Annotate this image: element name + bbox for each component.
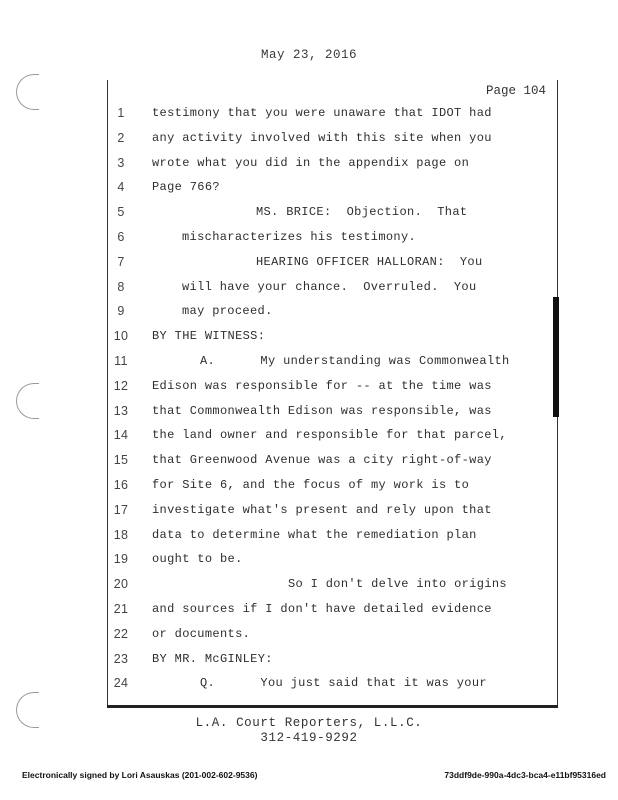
line-text: will have your chance. Overruled. You xyxy=(182,279,477,294)
line-text: Page 766? xyxy=(152,180,220,195)
line-text: ought to be. xyxy=(152,552,243,567)
line-number: 24 xyxy=(113,676,129,691)
transcript-line xyxy=(0,428,618,453)
date-header: May 23, 2016 xyxy=(260,48,357,62)
line-text: BY THE WITNESS: xyxy=(152,329,266,344)
transcript-line xyxy=(0,230,618,255)
transcript-line xyxy=(0,205,618,230)
line-text: So I don't delve into origins xyxy=(288,577,507,592)
line-number: 9 xyxy=(117,304,125,319)
line-text: data to determine what the remediation plan xyxy=(152,527,477,542)
line-number: 8 xyxy=(117,279,125,294)
line-text: wrote what you did in the appendix page on xyxy=(152,155,470,170)
line-text: or documents. xyxy=(152,626,251,641)
line-number: 16 xyxy=(113,478,129,492)
transcript-line xyxy=(0,652,618,677)
line-number: 21 xyxy=(113,602,129,616)
transcript-line xyxy=(0,354,618,379)
line-number: 3 xyxy=(117,155,125,170)
transcript-line xyxy=(0,106,618,131)
line-text: mischaracterizes his testimony. xyxy=(182,230,417,244)
line-text: any activity involved with this site when you xyxy=(152,130,492,145)
transcript-line xyxy=(0,552,618,577)
line-text: Edison was responsible for -- at the time was xyxy=(152,378,492,393)
transcript-line xyxy=(0,528,618,553)
line-number: 11 xyxy=(114,354,128,368)
transcript-line xyxy=(0,280,618,305)
line-text: BY MR. McGINLEY: xyxy=(152,651,273,666)
line-text: may proceed. xyxy=(182,304,273,319)
transcript-line xyxy=(0,503,618,528)
transcript-line xyxy=(0,404,618,429)
document-id: 73ddf9de-990a-4dc3-bca4-e11bf95316ed xyxy=(444,770,606,780)
transcript-frame-bottom-rule xyxy=(107,705,558,708)
page-number: Page 104 xyxy=(485,84,546,98)
transcript-line xyxy=(0,180,618,205)
transcript-line xyxy=(0,304,618,329)
line-text: MS. BRICE: Objection. That xyxy=(256,205,468,220)
line-number: 19 xyxy=(113,552,129,567)
line-text: for Site 6, and the focus of my work is to xyxy=(152,478,470,492)
line-text: testimony that you were unaware that IDOT had xyxy=(152,106,492,120)
reporter-phone: 312-419-9292 xyxy=(260,731,358,745)
e-signature-text: Electronically signed by Lori Asauskas (201-002-602-9536) xyxy=(22,770,258,780)
transcript-line xyxy=(0,627,618,652)
transcript-line xyxy=(0,156,618,181)
transcript-line xyxy=(0,255,618,280)
line-number: 14 xyxy=(113,428,129,443)
binder-hole-top xyxy=(16,74,39,110)
line-number: 7 xyxy=(117,254,125,269)
line-text: investigate what's present and rely upon that xyxy=(152,502,492,517)
transcript-line xyxy=(0,379,618,404)
line-number: 23 xyxy=(113,651,129,666)
line-text: and sources if I don't have detailed evidence xyxy=(152,602,492,616)
transcript-line xyxy=(0,676,618,701)
transcript-line xyxy=(0,602,618,627)
transcript-line xyxy=(0,478,618,503)
line-number: 12 xyxy=(113,378,129,393)
line-number: 1 xyxy=(117,106,125,120)
line-text: HEARING OFFICER HALLORAN: You xyxy=(256,254,483,269)
line-number: 4 xyxy=(117,180,125,195)
line-number: 2 xyxy=(117,130,125,145)
line-text: that Commonwealth Edison was responsible, was xyxy=(152,403,492,418)
transcript-line xyxy=(0,577,618,602)
transcript-line xyxy=(0,329,618,354)
line-number: 20 xyxy=(113,577,129,592)
line-number: 6 xyxy=(117,230,125,244)
line-number: 5 xyxy=(117,205,125,220)
line-number: 13 xyxy=(113,403,129,418)
line-text: that Greenwood Avenue was a city right-of-way xyxy=(152,453,492,468)
line-number: 17 xyxy=(113,502,129,517)
line-number: 15 xyxy=(113,453,129,468)
line-number: 10 xyxy=(113,329,129,344)
line-number: 18 xyxy=(113,527,129,542)
transcript-line xyxy=(0,453,618,478)
line-text: the land owner and responsible for that parcel, xyxy=(152,428,507,443)
transcript-line xyxy=(0,131,618,156)
reporter-name: L.A. Court Reporters, L.L.C. xyxy=(195,716,423,730)
line-text: Q. You just said that it was your xyxy=(200,676,487,691)
line-text: A. My understanding was Commonwealth xyxy=(200,354,510,368)
line-number: 22 xyxy=(113,626,129,641)
